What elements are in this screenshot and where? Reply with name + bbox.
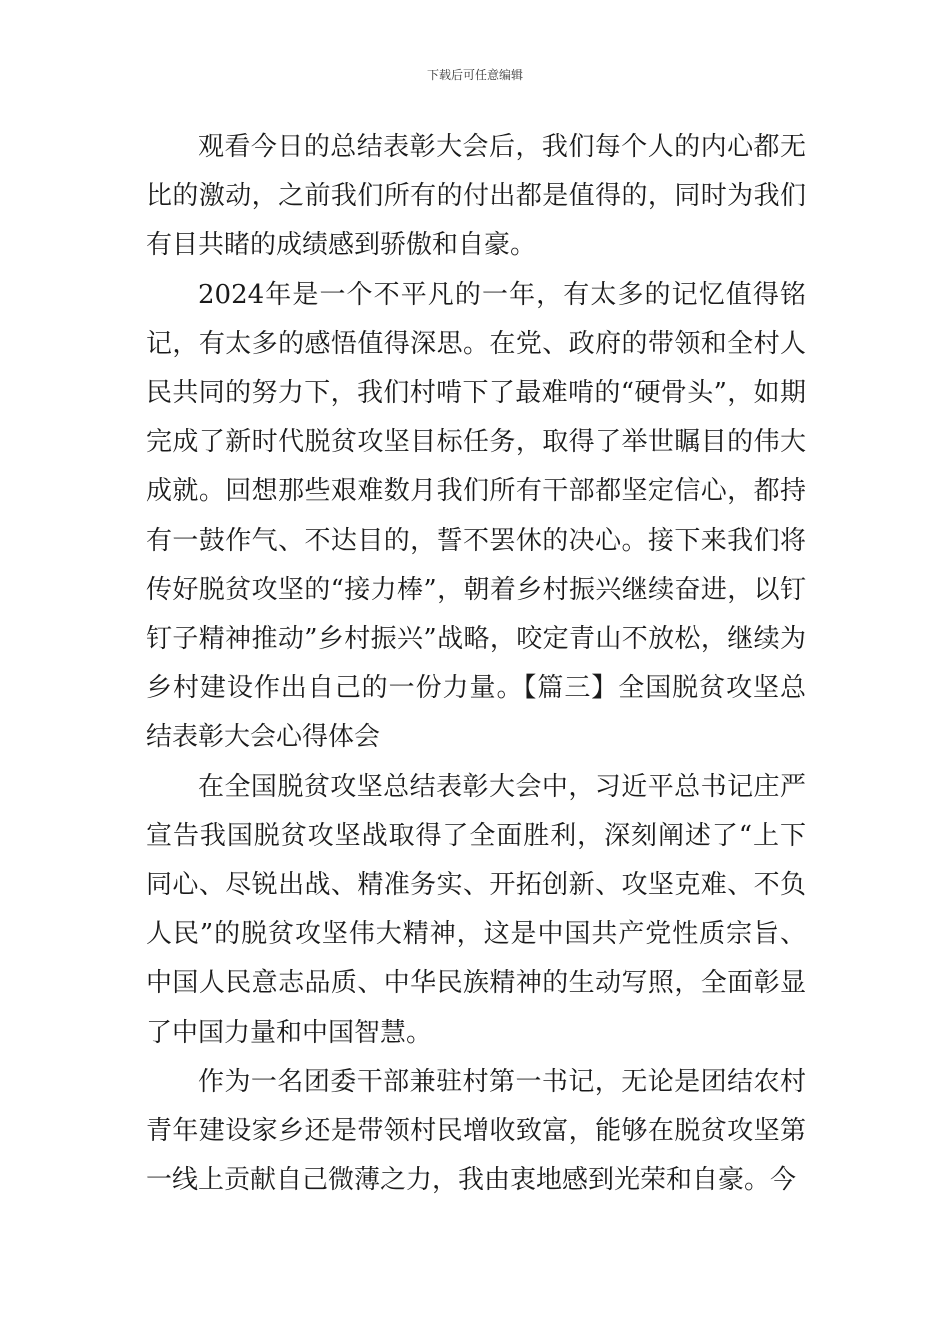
paragraph-4: 作为一名团委干部兼驻村第一书记，无论是团结农村青年建设家乡还是带领村民增收致富，能够在脱贫攻坚第一线上贡献自己微薄之力，我由衷地感到光荣和自豪。今 — [146, 1066, 806, 1196]
page-header-note: 下载后可任意编辑 — [426, 68, 523, 82]
paragraph-2: 2024年是一个不平凡的一年，有太多的记忆值得铭记，有太多的感悟值得深思。在党、政府的带领和全村人民共同的努力下，我们村啃下了最难啃的“硬骨头”，如期完成了新时代脱贫攻坚目标任务，取得了举世瞩目的伟大成就。回想那些艰难数月我们所有干部都坚定信心，都持有一鼓作气、不达目的，誓不罢休的决心。接下来我们将传好脱贫攻坚的“接力棒”，朝着乡村振兴继续奋进，以钉钉子精神推动”乡村振兴”战略，咬定青山不放松，继续为乡村建设作出自己的一份力量。【篇三】全国脱贫攻坚总结表彰大会心得体会 — [146, 279, 806, 753]
paragraph-1: 观看今日的总结表彰大会后，我们每个人的内心都无比的激动，之前我们所有的付出都是值得的，同时为我们有目共睹的成绩感到骄傲和自豪。 — [146, 132, 806, 261]
document-body — [146, 123, 806, 1205]
paragraph-3: 在全国脱贫攻坚总结表彰大会中，习近平总书记庄严宣告我国脱贫攻坚战取得了全面胜利，深刻阐述了“上下同心、尽锐出战、精准务实、开拓创新、攻坚克难、不负人民”的脱贫攻坚伟大精神，这是中国共产党性质宗旨、中国人民意志品质、中华民族精神的生动写照，全面彰显了中国力量和中国智慧。 — [146, 771, 806, 1048]
